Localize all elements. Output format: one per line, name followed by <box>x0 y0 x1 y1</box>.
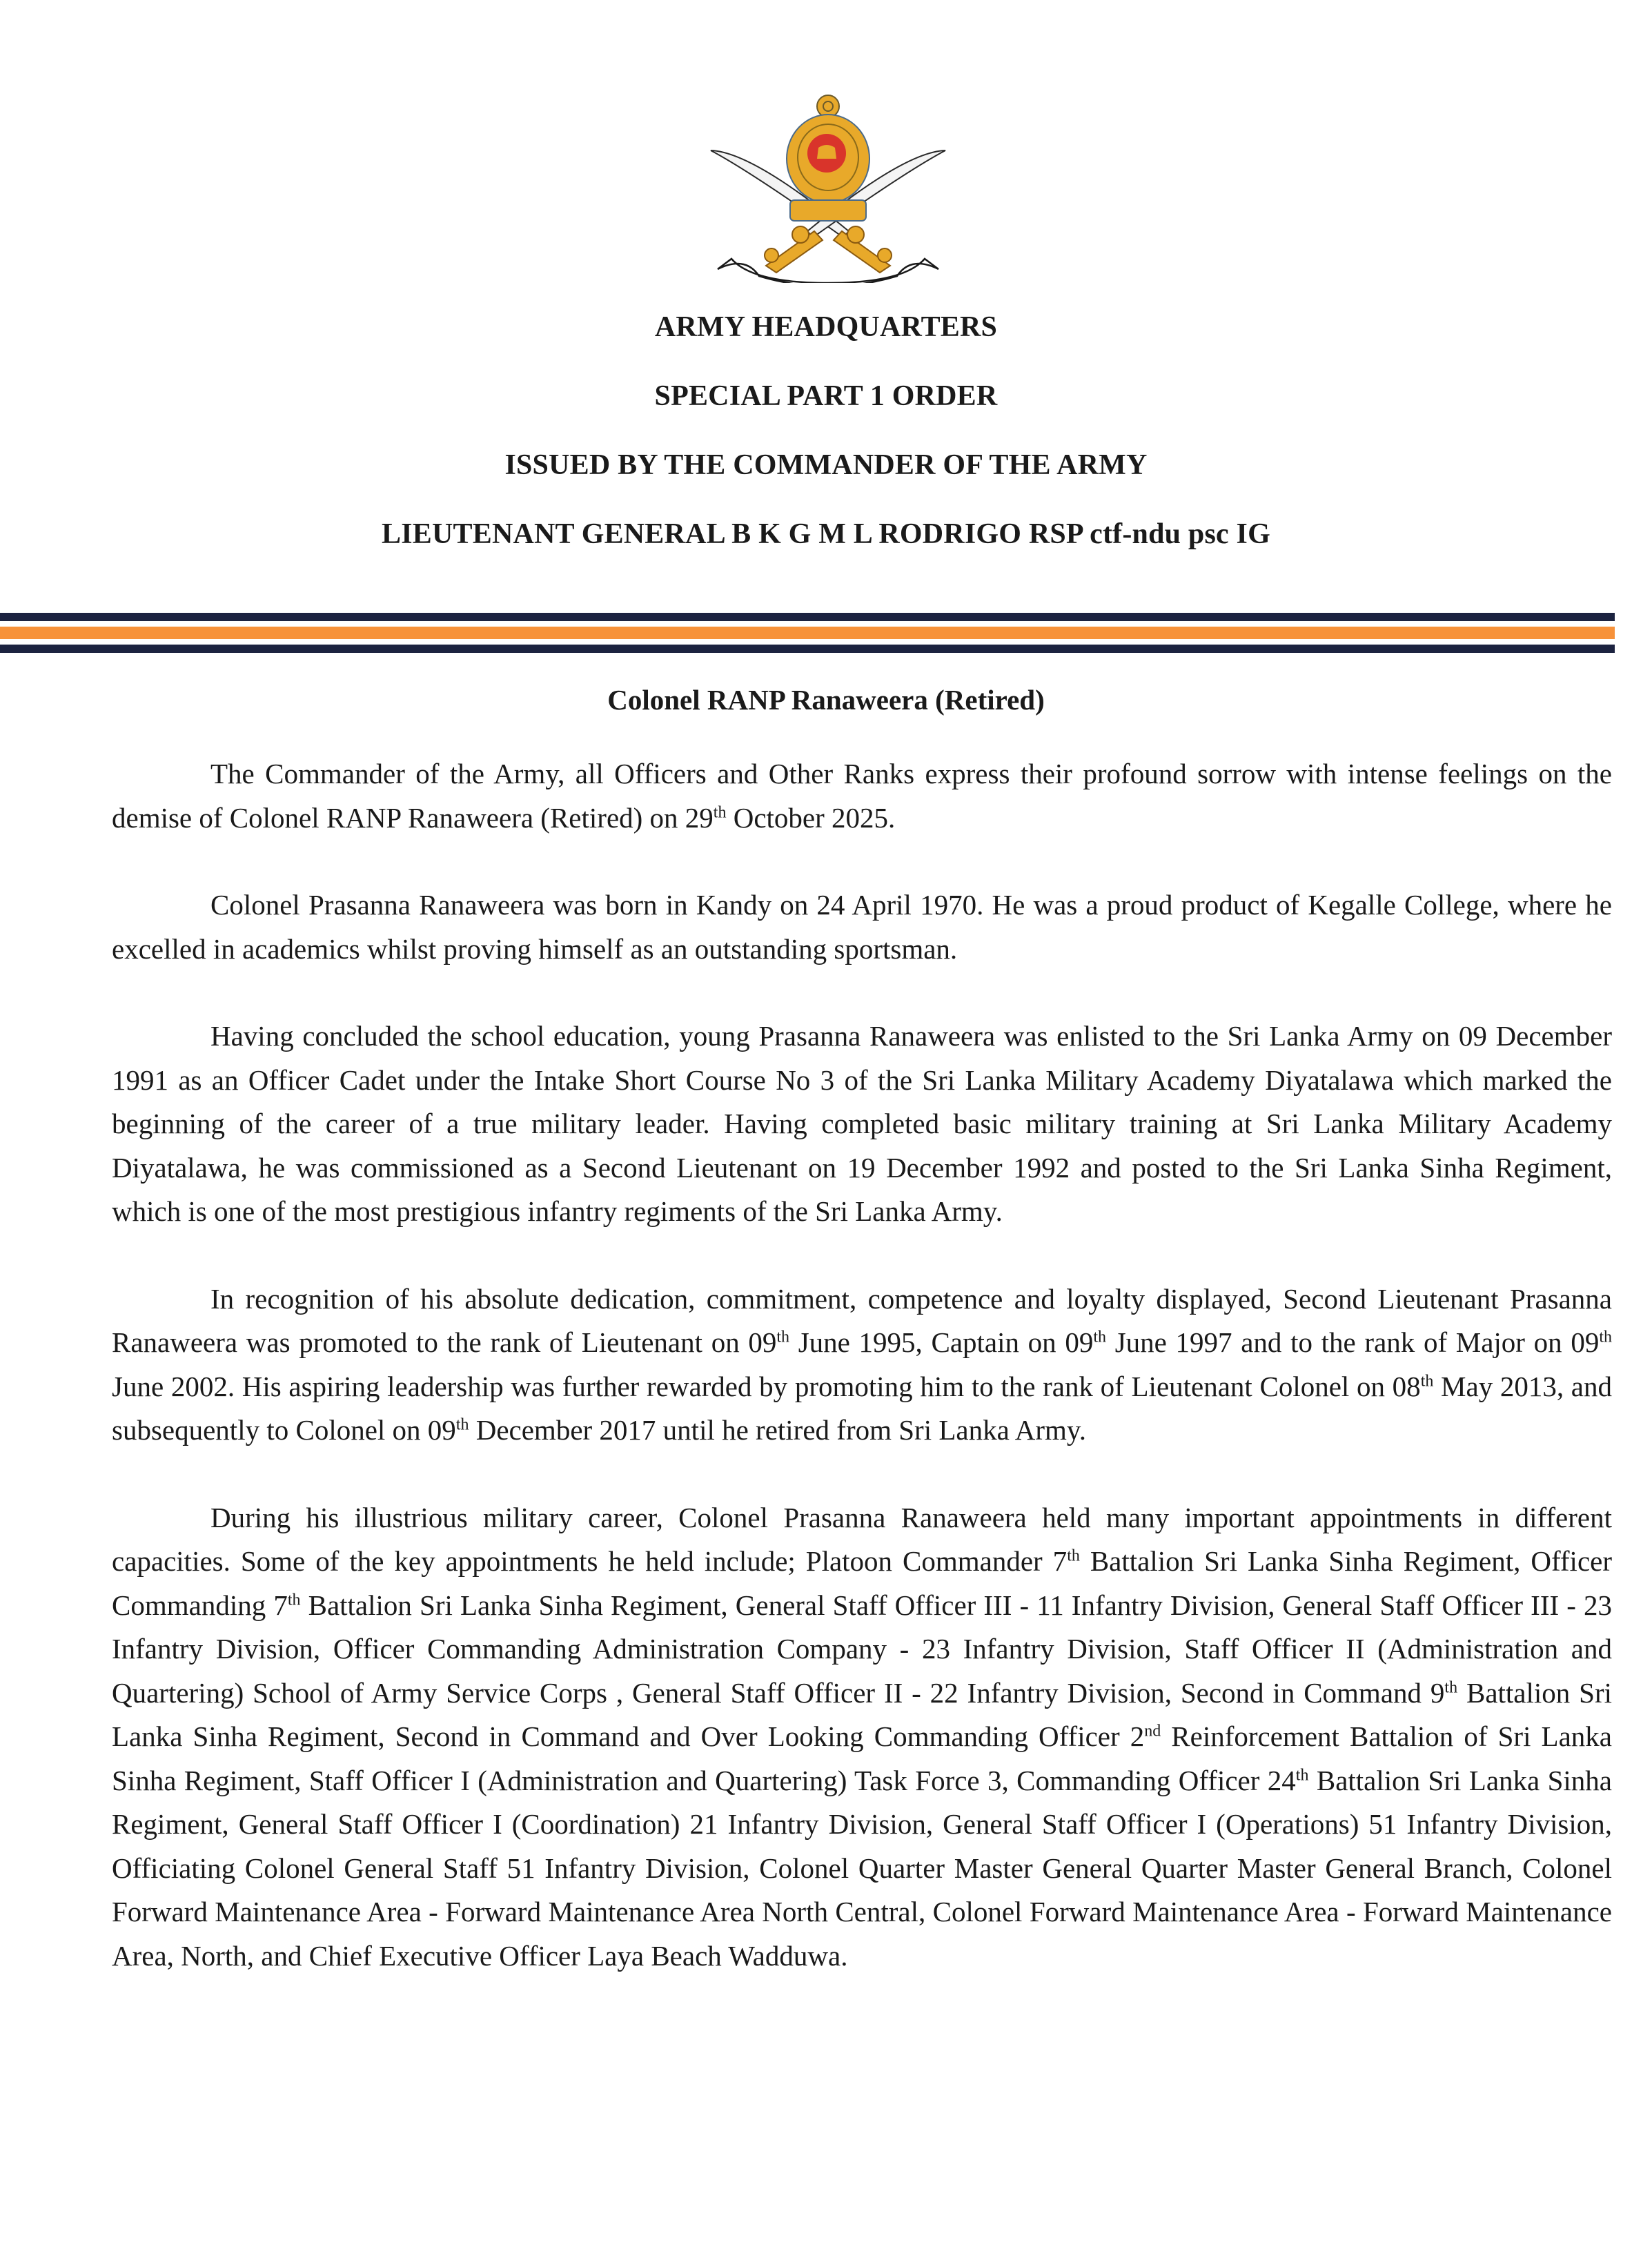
header-issuer: ISSUED BY THE COMMANDER OF THE ARMY <box>504 449 1148 481</box>
divider-navy-stripe-top <box>0 613 1615 621</box>
header-army-headquarters: ARMY HEADQUARTERS <box>654 311 998 343</box>
paragraph-appointments: During his illustrious military career, Colonel Prasanna Ranaweera held many important appointments in different capacities. Some of the key appointments he held include; Platoon Commander 7th Battalion Sri Lanka Sinha Regiment, Officer Commanding 7th Battalion Sri Lanka Sinha Regiment, General Staff Officer III - 11 Infantry Division, General Staff Officer III - 23 Infantry Division, Officer Commanding Administration Company - 23 Infantry Division, Staff Officer II (Administration and Quartering) School of Army Service Corps , General Staff Officer II - 22 Infantry Division, Second in Command 9th Battalion Sri Lanka Sinha Regiment, Second in Command and Over Looking Commanding Officer 2nd Reinforcement Battalion of Sri Lanka Sinha Regiment, Staff Officer I (Administration and Quartering) Task Force 3, Commanding Officer 24th Battalion Sri Lanka Sinha Regiment, General Staff Officer I (Coordination) 21 Infantry Division, General Staff Officer I (Operations) 51 Infantry Division, Officiating Colonel General Staff 51 Infantry Division, Colonel Quarter Master General Quarter Master General Branch, Colonel Forward Maintenance Area - Forward Maintenance Area North Central, Colonel Forward Maintenance Area - Forward Maintenance Area, North, and Chief Executive Officer Laya Beach Wadduwa. <box>112 1501 1613 1972</box>
army-crest-logo <box>690 48 966 283</box>
divider-navy-stripe-bottom <box>0 645 1615 653</box>
divider-orange-stripe <box>0 627 1615 639</box>
paragraph-promotions: In recognition of his absolute dedication, commitment, competence and loyalty displayed, Second Lieutenant Prasanna Ranaweera was promoted to the rank of Lieutenant on 09th June 1995, Captain on 09th June 1997 and to the rank of Major on 09th June 2002. His aspiring leadership was further rewarded by promoting him to the rank of Lieutenant Colonel on 08th May 2013, and subsequently to Colonel on 09th December 2017 until he retired from Sri Lanka Army. <box>112 1282 1612 1446</box>
header-order-type: SPECIAL PART 1 ORDER <box>654 380 998 412</box>
document-body <box>112 752 1612 2021</box>
paragraph-birth-education: Colonel Prasanna Ranaweera was born in Kandy on 24 April 1970. He was a proud product of Kegalle College, where he excelled in academics whilst proving himself as an outstanding sportsman. <box>112 889 1612 965</box>
header-divider <box>0 613 1615 654</box>
header-commander-name: LIEUTENANT GENERAL B K G M L RODRIGO RSP ctf-ndu psc IG <box>382 518 1270 550</box>
crest-icon <box>690 48 966 283</box>
paragraph-condolence: The Commander of the Army, all Officers and Other Ranks express their profound sorrow with intense feelings on the demise of Colonel RANP Ranaweera (Retired) on 29th October 2025. <box>112 758 1612 834</box>
paragraph-enlistment: Having concluded the school education, young Prasanna Ranaweera was enlisted to the Sri Lanka Army on 09 December 1991 as an Officer Cadet under the Intake Short Course No 3 of the Sri Lanka Military Academy Diyatalawa which marked the beginning of the career of a true military leader. Having completed basic military training at Sri Lanka Military Academy Diyatalawa, he was commissioned as a Second Lieutenant on 19 December 1992 and posted to the Sri Lanka Sinha Regiment, which is one of the most prestigious infantry regiments of the Sri Lanka Army. <box>112 1020 1612 1227</box>
subject-title: Colonel RANP Ranaweera (Retired) <box>607 684 1045 716</box>
